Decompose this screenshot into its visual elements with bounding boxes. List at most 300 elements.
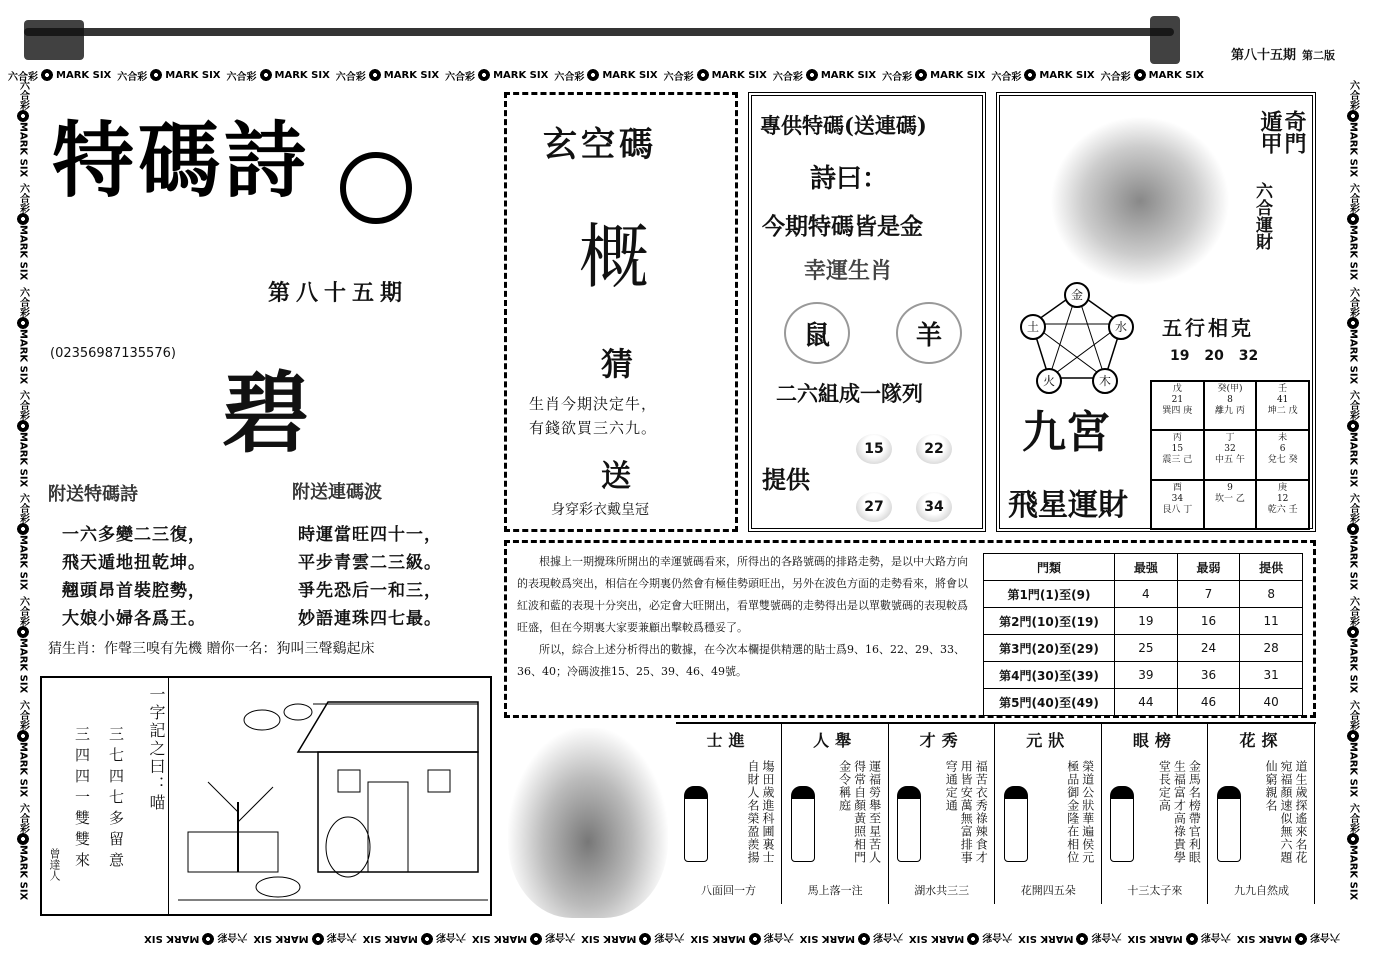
riddle-author: 曾達人 — [48, 848, 61, 881]
xuankong-title: 玄空碼 — [543, 125, 657, 165]
mark-six-logo — [882, 68, 985, 83]
wuxing-water — [1108, 314, 1134, 340]
palace-cell-line: 艮八 丁 — [1162, 504, 1193, 515]
magnifier-icon — [340, 152, 412, 224]
flower-icon — [202, 933, 214, 945]
column-title: 元狀 — [1026, 731, 1071, 750]
palace-cell-line: 未 — [1278, 433, 1288, 444]
palace-cell-line: 坤二 戊 — [1267, 406, 1298, 416]
deity-illustration — [1050, 116, 1230, 286]
qimen-title-col2 — [1282, 110, 1306, 154]
palace-cell-line: 丁 — [1225, 433, 1235, 444]
flower-icon — [587, 69, 599, 81]
mark-six-logo — [1344, 700, 1362, 797]
edition-label: 第二版 — [1302, 49, 1335, 62]
palace-cell-line: 9 — [1227, 482, 1233, 493]
palace-cell-line: 6 — [1279, 444, 1286, 455]
analysis-box — [504, 540, 1316, 718]
table-cell: 31 — [1240, 662, 1303, 689]
table-header: 提供 — [1240, 554, 1303, 581]
palace-cell-line: 壬 — [1278, 384, 1288, 394]
sub-heading-right: 附送連碼波 — [292, 482, 382, 503]
top-grunge-right — [1150, 16, 1180, 64]
flower-icon — [530, 933, 542, 945]
flower-icon — [1347, 523, 1359, 535]
poem-right-3: 爭先恐后一和三， — [298, 581, 442, 601]
mark-six-logo — [1344, 803, 1362, 900]
band-cn: 六合彩 — [335, 71, 366, 83]
band-cn: 六合彩 — [1091, 931, 1122, 943]
column-footer: 十三太子來 — [1127, 884, 1183, 897]
band-en: MARK SIX — [1236, 933, 1292, 945]
xuankong-guess: 猜 — [601, 345, 634, 383]
flower-icon — [1295, 933, 1307, 945]
xuankong-send: 送 — [601, 459, 631, 494]
band-en: MARK SIX — [17, 844, 29, 901]
mark-six-logo — [581, 932, 684, 947]
band-en: MARK SIX — [1347, 638, 1359, 694]
table-header: 門類 — [984, 554, 1115, 581]
flower-icon — [1347, 626, 1359, 638]
band-cn: 六合彩 — [654, 931, 685, 943]
issue-header — [1231, 44, 1335, 63]
analysis-paragraph-1: 根據上一期攪珠所開出的幸運號碼看來，所得出的各路號碼的排路走勢，是以中大路方向的表現較爲突出，相信在今期裏仍然會有極佳勢頭旺出，另外在波色方面的走勢看來，將會以紅波和藍的表現十分突出，必定會大旺開出，看單雙號碼的走勢得出是以單數號碼的表現較爲旺盛，但在今期裏大家要兼顧出擊較爲穩妥了。 — [517, 555, 968, 634]
band-cn: 六合彩 — [17, 183, 29, 214]
band-en: MARK SIX — [1347, 225, 1359, 281]
mark-six-logo — [336, 68, 439, 83]
special-slogan: 今期特碼皆是金 — [762, 213, 923, 240]
table-cell: 40 — [1240, 689, 1303, 716]
band-cn: 六合彩 — [1347, 183, 1359, 214]
flower-icon — [915, 69, 927, 81]
guess-zodiac-line: 猜生肖：作聲三嗅有先機 贈你一名：狗叫三聲鷄起床 — [48, 641, 375, 657]
wuxing-gold — [1064, 282, 1090, 308]
band-cn: 六合彩 — [545, 931, 576, 943]
palace-cell — [1151, 381, 1204, 430]
palace-cell-line: 34 — [1171, 493, 1184, 504]
table-cell: 第1門(1)至(9) — [984, 581, 1115, 608]
table-cell: 第5門(40)至(49) — [984, 689, 1115, 716]
flower-icon — [17, 110, 29, 122]
flower-icon — [17, 317, 29, 329]
poem-left-3: 翹頭昂首裝腔勢， — [62, 581, 206, 601]
table-cell: 第3門(20)至(29) — [984, 635, 1115, 662]
mark-six-logo — [14, 390, 32, 487]
mark-six-logo — [14, 493, 32, 590]
palace-cell — [1256, 480, 1309, 529]
mark-six-logo — [690, 932, 793, 947]
table-cell: 8 — [1240, 581, 1303, 608]
palace-cell-line: 戊 — [1172, 384, 1182, 394]
xuankong-caption: 身穿彩衣戴皇冠 — [551, 502, 649, 518]
flower-icon — [260, 69, 272, 81]
palace-cell-line: 32 — [1224, 444, 1236, 455]
flower-icon — [41, 69, 53, 81]
mark-six-logo — [1018, 932, 1121, 947]
band-cn: 六合彩 — [1347, 699, 1359, 730]
band-cn: 六合彩 — [1100, 71, 1131, 83]
tema-poem-panel — [40, 92, 490, 662]
band-en: MARK SIX — [274, 69, 330, 81]
riddle-box — [40, 676, 492, 916]
scholar-column — [996, 724, 1102, 904]
mark-six-logo — [144, 932, 247, 947]
poem-right-4: 妙語連珠四七最。 — [298, 609, 442, 629]
scholar-column — [1209, 724, 1315, 904]
column-text: 福苦衣秀祿辣食才用皆安萬無富排事穹通定通 — [944, 760, 989, 864]
table-cell: 11 — [1240, 608, 1303, 635]
band-en: MARK SIX — [1347, 328, 1359, 384]
flower-icon — [17, 523, 29, 535]
table-header-row — [984, 554, 1303, 581]
band-en: MARK SIX — [56, 69, 112, 81]
zodiac-circle-goat — [896, 302, 962, 364]
mark-six-logo — [1344, 390, 1362, 487]
palace-cell-line: 中五 午 — [1215, 455, 1245, 466]
palace-cell-line: 21 — [1171, 395, 1184, 405]
palace-cell — [1256, 381, 1309, 430]
mark-six-logo — [472, 932, 575, 947]
band-en: MARK SIX — [165, 69, 221, 81]
band-cn: 六合彩 — [217, 931, 248, 943]
palace-cell-line: 乾六 壬 — [1267, 504, 1298, 515]
band-cn: 六合彩 — [1347, 389, 1359, 420]
column-title: 眼榜 — [1132, 731, 1177, 750]
band-en: MARK SIX — [1039, 69, 1095, 81]
flower-icon — [478, 69, 490, 81]
palace-cell — [1204, 480, 1257, 529]
mark-six-band-bottom — [10, 928, 1340, 950]
band-en: MARK SIX — [383, 69, 440, 81]
column-text: 運福勞舉至星苦人得常自顏黃照相門金令稱庭 — [837, 760, 882, 864]
issue-number: 第八十五期 — [1230, 48, 1296, 63]
palace-cell — [1204, 381, 1257, 430]
flower-icon — [150, 69, 162, 81]
wuxing-number: 19 — [1170, 348, 1190, 364]
flower-icon — [806, 69, 818, 81]
flower-icon — [1347, 213, 1359, 225]
poem-left-1: 一六多變二三復， — [62, 525, 206, 545]
column-footer: 馬上落一注 — [807, 884, 863, 897]
band-cn: 六合彩 — [882, 71, 913, 83]
column-footer: 湖水共三三 — [914, 884, 970, 897]
mark-six-logo — [991, 68, 1094, 83]
band-en: MARK SIX — [17, 328, 29, 384]
palace-cell-line: 巽四 庚 — [1162, 406, 1193, 416]
palace-cell — [1151, 430, 1204, 479]
wuxing-numbers — [1170, 348, 1258, 364]
flower-icon — [17, 833, 29, 845]
number-text: 15 — [864, 441, 884, 457]
column-footer: 九九自然成 — [1234, 884, 1289, 897]
scholar-column — [1102, 724, 1208, 904]
poem-left-4: 大娘小婦各爲王。 — [62, 609, 206, 629]
mark-six-band-top — [8, 64, 1348, 86]
band-cn: 六合彩 — [17, 802, 29, 833]
column-title: 士進 — [706, 731, 751, 750]
xuankong-line-1: 生肖今期決定牛， — [529, 395, 658, 413]
xuankong-glyph: 概 — [579, 216, 649, 298]
xuankong-line-2: 有錢欲買三六九。 — [529, 419, 658, 437]
nine-palace-grid — [1150, 380, 1310, 530]
qimen-char: 甲 — [1257, 132, 1283, 154]
zodiac-rat: 鼠 — [803, 320, 830, 351]
element-text: 火 — [1042, 374, 1055, 388]
scholar-column — [889, 724, 995, 904]
band-cn: 六合彩 — [17, 699, 29, 730]
element-text: 金 — [1070, 288, 1083, 302]
mark-six-logo — [1344, 596, 1362, 693]
number-22 — [916, 434, 952, 464]
band-cn: 六合彩 — [1200, 931, 1231, 943]
band-cn: 六合彩 — [554, 71, 585, 83]
column-title: 花探 — [1239, 731, 1284, 750]
scholar-figure-icon — [1217, 786, 1241, 862]
flower-icon — [1347, 317, 1359, 329]
scholar-column — [783, 724, 889, 904]
palace-cell-line: 震三 己 — [1162, 455, 1193, 466]
band-en: MARK SIX — [908, 933, 965, 945]
mark-six-logo — [773, 68, 876, 83]
band-en: MARK SIX — [362, 933, 418, 945]
riddle-col-1: 三七四七多留意 — [107, 726, 125, 873]
band-en: MARK SIX — [711, 69, 767, 81]
scholar-figure-icon — [791, 786, 815, 862]
mark-six-logo — [1344, 287, 1362, 384]
scholar-column — [676, 724, 782, 904]
table-header: 最弱 — [1177, 554, 1240, 581]
palace-cell-line: 酉 — [1172, 482, 1182, 493]
scholar-figure-icon — [684, 786, 708, 862]
band-cn: 六合彩 — [982, 931, 1013, 943]
table-cell: 46 — [1177, 689, 1240, 716]
band-cn: 六合彩 — [17, 493, 29, 524]
table-cell: 7 — [1177, 581, 1240, 608]
band-cn: 六合彩 — [991, 71, 1022, 83]
table-row — [984, 581, 1303, 608]
flower-icon — [697, 69, 709, 81]
band-en: MARK SIX — [602, 69, 658, 81]
poem-right-2: 平步青雲二三級。 — [298, 553, 442, 573]
band-en: MARK SIX — [1347, 122, 1359, 178]
wuxing-fire — [1036, 368, 1062, 394]
flower-icon — [1186, 933, 1198, 945]
mark-six-logo — [14, 80, 32, 177]
flower-icon — [749, 933, 761, 945]
qimen-char: 遁 — [1257, 110, 1283, 132]
flying-star-label: 飛星運財 — [1008, 488, 1128, 523]
table-cell: 39 — [1115, 662, 1178, 689]
scholar-figure-icon — [897, 786, 921, 862]
mark-six-logo — [117, 68, 220, 83]
panel-title: 特碼詩 — [52, 113, 311, 209]
scholar-figure-icon — [1110, 786, 1134, 862]
mark-six-logo — [664, 68, 767, 83]
table-cell: 第4門(30)至(39) — [984, 662, 1115, 689]
table-cell: 25 — [1115, 635, 1178, 662]
band-cn: 六合彩 — [1347, 493, 1359, 524]
element-text: 土 — [1026, 320, 1039, 334]
flower-icon — [1347, 730, 1359, 742]
flower-icon — [421, 933, 433, 945]
band-en: MARK SIX — [690, 933, 746, 945]
palace-cell-line: 41 — [1276, 395, 1289, 405]
flower-icon — [17, 420, 29, 432]
palace-cell-line: 12 — [1276, 493, 1289, 504]
mark-six-logo — [1344, 80, 1362, 177]
palace-cell-line: 15 — [1171, 444, 1184, 455]
flower-icon — [858, 933, 870, 945]
scholar-figure-icon — [1004, 786, 1028, 862]
number-text: 34 — [924, 499, 944, 515]
mark-six-logo — [253, 932, 356, 947]
panel-issue: 第八十五期 — [268, 280, 409, 306]
table-cell: 第2門(10)至(19) — [984, 608, 1115, 635]
element-text: 水 — [1114, 320, 1127, 334]
band-cn: 六合彩 — [763, 931, 794, 943]
special-tema-box — [748, 92, 986, 532]
palace-cell-line: 丙 — [1172, 433, 1182, 444]
band-en: MARK SIX — [17, 741, 29, 797]
mark-six-logo — [14, 700, 32, 797]
mark-six-logo — [800, 932, 903, 947]
band-en: MARK SIX — [1347, 431, 1359, 488]
main-character: 碧 — [222, 361, 311, 465]
sub-heading-left: 附送特碼詩 — [48, 484, 138, 505]
poem-left-2: 飛天遁地扭乾坤。 — [62, 553, 206, 573]
band-en: MARK SIX — [1018, 933, 1074, 945]
palace-cell-line: 坎一 乙 — [1215, 493, 1245, 504]
table-row — [984, 608, 1303, 635]
band-cn: 六合彩 — [1347, 286, 1359, 317]
table-header: 最强 — [1115, 554, 1178, 581]
band-en: MARK SIX — [799, 933, 855, 945]
phone-number: (02356987135576) — [50, 346, 176, 361]
column-text: 金馬名榜帶官利眼生福富才高祿貴學堂長定高 — [1157, 760, 1202, 864]
riddle-col-2: 三四四一雙雙來 — [73, 726, 91, 873]
band-cn: 六合彩 — [17, 596, 29, 627]
band-en: MARK SIX — [1148, 69, 1204, 81]
band-cn: 六合彩 — [117, 71, 148, 83]
table-row — [984, 635, 1303, 662]
zodiac-goat: 羊 — [915, 320, 942, 351]
column-footer: 花開四五朵 — [1020, 884, 1076, 897]
band-en: MARK SIX — [144, 933, 200, 945]
number-34 — [916, 492, 952, 522]
mark-six-logo — [14, 803, 32, 900]
palace-cell — [1151, 480, 1204, 529]
band-en: MARK SIX — [1347, 741, 1359, 797]
flower-icon — [312, 933, 324, 945]
table-row — [984, 662, 1303, 689]
table-cell: 4 — [1115, 581, 1178, 608]
column-text: 塲田歲進科圃裏士自財人名榮盈羨揚 — [746, 760, 775, 864]
zodiac-circle-rat — [784, 302, 850, 364]
mark-six-logo — [363, 932, 466, 947]
gate-stats-table — [983, 553, 1303, 716]
mark-six-logo — [227, 68, 330, 83]
wuxing-label: 五行相克 — [1162, 316, 1254, 340]
mark-six-logo — [14, 183, 32, 280]
mark-six-logo — [554, 68, 657, 83]
mark-six-band-left — [8, 80, 38, 930]
band-en: MARK SIX — [1127, 933, 1183, 945]
column-text: 道生歲探遙來名花宛福顏速似無六題仙窮親名 — [1264, 760, 1308, 864]
column-title: 才秀 — [919, 731, 964, 750]
qimen-char: 奇 — [1281, 110, 1307, 132]
lucky-zodiac-label: 幸運生肖 — [804, 258, 893, 284]
mark-six-logo — [14, 287, 32, 384]
band-cn: 六合彩 — [17, 286, 29, 317]
xuankong-box — [504, 92, 738, 532]
flower-icon — [1134, 69, 1146, 81]
wuxing-wood — [1092, 368, 1118, 394]
band-en: MARK SIX — [581, 933, 637, 945]
scholar-columns-panel — [676, 722, 1316, 918]
band-en: MARK SIX — [17, 638, 29, 694]
flower-icon — [369, 69, 381, 81]
mark-six-logo — [1237, 932, 1340, 947]
riddle-title: 一字記之曰：喵 — [147, 686, 166, 812]
flower-icon — [1024, 69, 1036, 81]
band-en: MARK SIX — [930, 69, 986, 81]
number-27 — [856, 492, 892, 522]
band-cn: 六合彩 — [1310, 931, 1340, 943]
band-en: MARK SIX — [17, 225, 29, 281]
scholar-columns — [676, 724, 1316, 920]
table-cell: 44 — [1115, 689, 1178, 716]
provide-label: 提供 — [762, 465, 810, 494]
wuxing-number: 20 — [1204, 348, 1224, 364]
palace-cell — [1204, 430, 1257, 479]
element-text: 木 — [1098, 374, 1111, 388]
band-en: MARK SIX — [1347, 535, 1359, 591]
mark-six-logo — [1127, 932, 1230, 947]
band-en: MARK SIX — [493, 69, 549, 81]
flower-icon — [17, 730, 29, 742]
column-title: 人舉 — [813, 731, 858, 750]
top-grunge-band — [24, 28, 1174, 36]
special-shi: 詩曰： — [810, 164, 889, 194]
band-cn: 六合彩 — [435, 931, 466, 943]
band-en: MARK SIX — [253, 933, 309, 945]
band-cn: 六合彩 — [8, 71, 38, 83]
palace-cell-line: 離九 丙 — [1215, 406, 1245, 416]
band-en: MARK SIX — [17, 122, 29, 178]
mark-six-band-right — [1338, 80, 1368, 930]
number-text: 22 — [924, 441, 944, 457]
band-cn: 六合彩 — [17, 389, 29, 420]
flower-icon — [1076, 933, 1088, 945]
band-cn: 六合彩 — [1347, 596, 1359, 627]
band-cn: 六合彩 — [772, 71, 803, 83]
band-cn: 六合彩 — [1347, 80, 1359, 110]
palace-cell-line: 8 — [1227, 395, 1233, 405]
flower-icon — [967, 933, 979, 945]
qimen-title-col1 — [1258, 110, 1282, 154]
palace-cell-line: 兌七 癸 — [1267, 455, 1298, 466]
number-text: 27 — [864, 499, 884, 515]
flower-icon — [1347, 110, 1359, 122]
divider-line — [168, 678, 169, 914]
table-cell: 24 — [1177, 635, 1240, 662]
band-cn: 六合彩 — [445, 71, 476, 83]
table-row — [984, 689, 1303, 716]
mark-six-logo — [1101, 68, 1204, 83]
band-cn: 六合彩 — [226, 71, 257, 83]
number-15 — [856, 434, 892, 464]
band-en: MARK SIX — [17, 535, 29, 591]
